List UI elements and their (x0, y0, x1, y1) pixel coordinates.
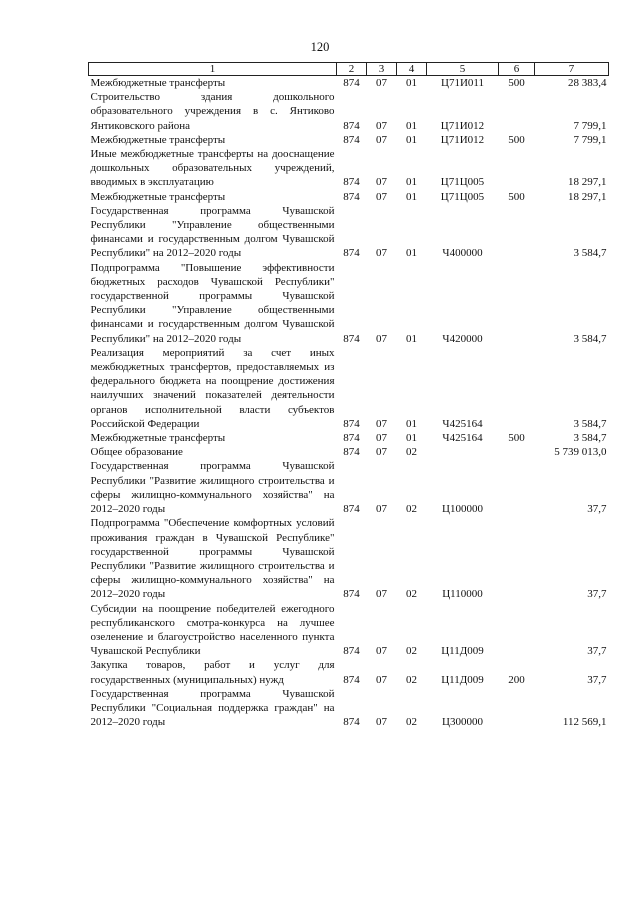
row-subsection-cell: 01 (406, 432, 417, 445)
row-amount-cell: 18 297,1 (568, 190, 607, 203)
row-code-cell: 874 (343, 119, 360, 132)
row-target-cell: Ц11Д009 (441, 673, 484, 686)
row-amount-cell: 28 383,4 (568, 77, 607, 89)
table-row (89, 445, 609, 459)
row-code-cell: 874 (343, 673, 360, 686)
row-name-cell: Межбюджетные трансферты (90, 190, 226, 203)
row-target-cell: Ц71И011 (441, 77, 484, 89)
row-subsection-cell: 01 (406, 332, 417, 345)
row-code-cell: 874 (343, 645, 360, 658)
row-target-cell: Ц100000 (442, 503, 483, 516)
row-code-cell: 874 (343, 77, 360, 89)
row-code-cell: 874 (343, 247, 360, 260)
row-amount-cell: 112 569,1 (562, 716, 607, 729)
row-target-cell: Ц300000 (442, 716, 483, 729)
row-name-cell: Иные межбюджетные трансферты на дооснащение дошкольных образовательных учреждений, вводимых в эксплуатацию (90, 148, 335, 189)
row-subsection-cell: 01 (406, 119, 417, 132)
row-code-cell: 874 (343, 446, 360, 459)
row-target-cell: Ц71Ц005 (440, 176, 485, 189)
table-row (89, 76, 609, 91)
table-row (89, 190, 609, 204)
table-row (89, 90, 609, 133)
row-subsection-cell: 01 (406, 190, 417, 203)
row-target-cell: Ц110000 (442, 588, 483, 601)
row-section-cell: 07 (376, 247, 387, 260)
row-section-cell: 07 (376, 77, 387, 89)
row-target-cell: Ч420000 (442, 332, 483, 345)
column-header-2: 2 (337, 63, 367, 76)
row-type-cell: 200 (508, 673, 525, 686)
row-section-cell: 07 (376, 332, 387, 345)
page-number: 120 (310, 40, 330, 54)
table-row (89, 261, 609, 346)
row-type-cell: 500 (508, 432, 525, 445)
row-type-cell (499, 445, 535, 459)
row-subsection-cell: 02 (406, 446, 417, 459)
table-row (89, 133, 609, 147)
row-amount-cell: 37,7 (587, 645, 607, 658)
row-amount-cell: 18 297,1 (568, 176, 607, 189)
row-code-cell: 874 (343, 432, 360, 445)
row-code-cell: 874 (343, 332, 360, 345)
row-amount-cell: 37,7 (587, 503, 607, 516)
table-row (89, 687, 609, 730)
row-name-cell: Межбюджетные трансферты (90, 77, 226, 89)
row-amount-cell: 3 584,7 (573, 432, 607, 445)
row-section-cell: 07 (376, 119, 387, 132)
row-subsection-cell: 02 (406, 716, 417, 729)
row-type-cell (499, 147, 535, 190)
row-type-cell (499, 90, 535, 133)
row-type-cell (499, 516, 535, 601)
row-amount-cell: 3 584,7 (573, 417, 607, 430)
row-code-cell: 874 (343, 133, 360, 146)
table-row (89, 602, 609, 659)
row-type-cell (499, 602, 535, 659)
row-code-cell: 874 (343, 176, 360, 189)
row-section-cell: 07 (376, 133, 387, 146)
row-amount-cell: 37,7 (587, 673, 607, 686)
row-target-cell: Ц71И012 (440, 119, 485, 132)
table-header-row (89, 63, 609, 76)
row-amount-cell: 37,7 (587, 588, 607, 601)
row-type-cell (499, 346, 535, 431)
row-type-cell (499, 204, 535, 261)
row-target-cell: Ч425164 (442, 432, 483, 445)
row-subsection-cell: 02 (406, 588, 417, 601)
row-name-cell: Межбюджетные трансферты (90, 432, 226, 445)
row-code-cell: 874 (343, 588, 360, 601)
table-row (89, 516, 609, 601)
table-row (89, 346, 609, 431)
row-code-cell: 874 (343, 417, 360, 430)
row-target-cell (427, 445, 499, 459)
row-name-cell: Государственная программа Чувашской Республики "Социальная поддержка граждан" на 2012–2020 годы (90, 687, 335, 729)
table-row (89, 147, 609, 190)
row-subsection-cell: 01 (406, 77, 417, 89)
row-type-cell (499, 261, 535, 346)
column-header-3: 3 (367, 63, 397, 76)
row-subsection-cell: 02 (406, 673, 417, 686)
row-target-cell: Ц71Ц005 (440, 190, 485, 203)
row-name-cell: Закупка товаров, работ и услуг для государственных (муниципальных) нужд (90, 659, 335, 686)
row-subsection-cell: 01 (406, 176, 417, 189)
table-row (89, 459, 609, 516)
row-subsection-cell: 02 (406, 503, 417, 516)
column-header-4: 4 (397, 63, 427, 76)
column-header-6: 6 (499, 63, 535, 76)
row-name-cell: Подпрограмма "Повышение эффективности бюджетных расходов Чувашской Республики" государственной программы Чувашской Республики "Управление общественными финансами и государственным долгом Чувашской Республики" на 2012–2020 годы (90, 261, 335, 345)
table-row (89, 204, 609, 261)
row-amount-cell: 7 799,1 (573, 119, 607, 132)
column-header-7: 7 (535, 63, 609, 76)
row-type-cell (499, 687, 535, 730)
budget-table (88, 62, 609, 729)
row-name-cell: Реализация мероприятий за счет иных межбюджетных трансфертов, предоставляемых из федерального бюджета на поощрение достижения наилучших значений показателей деятельности органов исполнительной власти субъектов Российской Федерации (90, 346, 335, 430)
row-section-cell: 07 (376, 716, 387, 729)
row-subsection-cell: 01 (406, 417, 417, 430)
row-name-cell: Государственная программа Чувашской Республики "Развитие жилищного строительства и сферы жилищно-коммунального хозяйства" на 2012–2020 годы (90, 460, 335, 516)
row-code-cell: 874 (343, 503, 360, 516)
row-name-cell: Межбюджетные трансферты (90, 133, 226, 146)
row-subsection-cell: 02 (406, 645, 417, 658)
row-amount-cell: 7 799,1 (573, 133, 607, 146)
row-name-cell: Общее образование (90, 446, 183, 459)
row-type-cell: 500 (508, 133, 525, 146)
row-section-cell: 07 (376, 446, 387, 459)
row-target-cell: Ц11Д009 (441, 645, 484, 658)
row-amount-cell: 3 584,7 (573, 247, 607, 260)
row-subsection-cell: 01 (406, 247, 417, 260)
row-target-cell: Ч400000 (442, 247, 483, 260)
row-section-cell: 07 (376, 503, 387, 516)
row-name-cell: Государственная программа Чувашской Республики "Управление общественными финансами и государственным долгом Чувашской Республики" на 2012–2020 годы (90, 204, 335, 260)
row-type-cell (499, 459, 535, 516)
row-type-cell: 500 (508, 190, 525, 203)
row-amount-cell: 5 739 013,0 (554, 446, 607, 459)
row-target-cell: Ч425164 (442, 417, 483, 430)
row-section-cell: 07 (376, 673, 387, 686)
row-target-cell: Ц71И012 (440, 133, 485, 146)
row-section-cell: 07 (376, 190, 387, 203)
row-name-cell: Подпрограмма "Обеспечение комфортных условий проживания граждан в Чувашской Республике" государственной программы Чувашской Республики "Развитие жилищного строительства и сферы жилищно-коммунального хозяйства" на 2012–2020 годы (90, 517, 335, 601)
row-code-cell: 874 (343, 716, 360, 729)
row-section-cell: 07 (376, 588, 387, 601)
row-section-cell: 07 (376, 176, 387, 189)
row-section-cell: 07 (376, 432, 387, 445)
row-name-cell: Субсидии на поощрение победителей ежегодного республиканского смотра-конкурса на лучшее озеленение и благоустройство населенного пункта Чувашской Республики (90, 602, 335, 658)
table-row (89, 658, 609, 686)
row-subsection-cell: 01 (406, 133, 417, 146)
row-amount-cell: 3 584,7 (573, 332, 607, 345)
row-code-cell: 874 (343, 190, 360, 203)
column-header-1: 1 (89, 63, 337, 76)
row-section-cell: 07 (376, 417, 387, 430)
column-header-5: 5 (427, 63, 499, 76)
row-type-cell: 500 (508, 77, 525, 89)
table-row (89, 431, 609, 445)
row-section-cell: 07 (376, 645, 387, 658)
row-name-cell: Строительство здания дошкольного образовательного учреждения в с. Янтиково Янтиковского района (90, 91, 335, 132)
